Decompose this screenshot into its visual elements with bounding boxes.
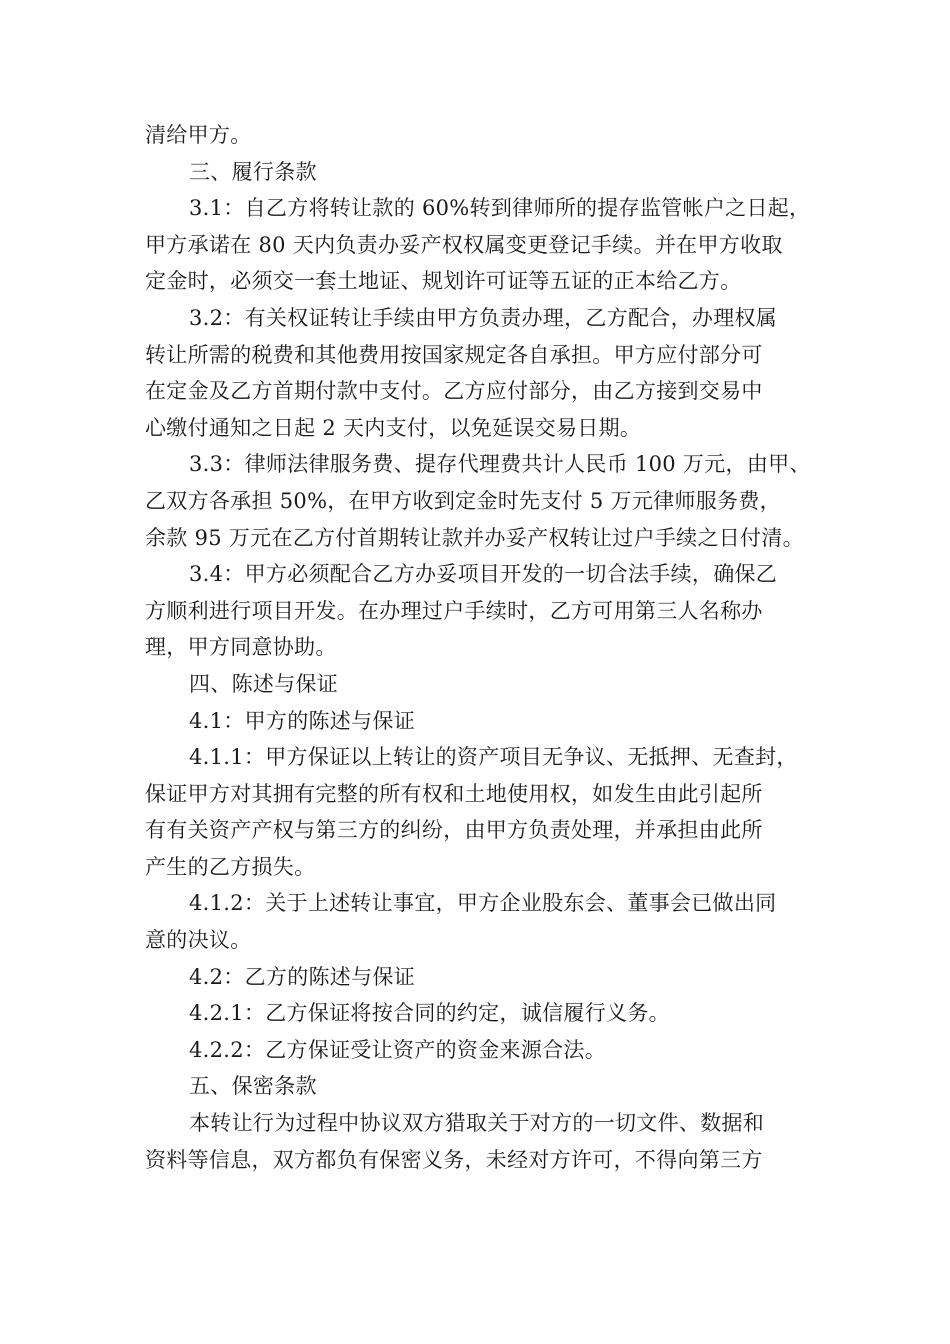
text-line: 4.2.2：乙方保证受让资产的资金来源合法。: [189, 1037, 607, 1062]
text-line: 3.2：有关权证转让手续由甲方负责办理，乙方配合，办理权属: [189, 305, 778, 330]
text-line: 资料等信息，双方都负有保密义务，未经对方许可，不得向第三方: [145, 1147, 763, 1172]
text-line: 意的决议。: [145, 928, 252, 953]
text-line: 4.2.1：乙方保证将按合同的约定，诚信履行义务。: [189, 1001, 670, 1026]
section-heading: 四、陈述与保证: [189, 671, 339, 696]
text-line: 清给甲方。: [145, 123, 252, 147]
document-body: [145, 117, 821, 1178]
section-heading: 三、履行条款: [189, 159, 317, 184]
text-line: 4.1.2：关于上述转让事宜，甲方企业股东会、董事会已做出同: [189, 891, 777, 916]
section-heading: 五、保密条款: [189, 1074, 317, 1099]
text-line: 3.3：律师法律服务费、提存代理费共计人民币 100 万元，由甲、: [189, 452, 811, 477]
text-line: 乙双方各承担 50%，在甲方收到定金时先支付 5 万元律师服务费，: [145, 488, 781, 513]
subsection-heading: 4.1：甲方的陈述与保证: [189, 708, 415, 733]
text-line: 4.1.1：甲方保证以上转让的资产项目无争议、无抵押、无查封，: [189, 745, 798, 770]
text-line: 转让所需的税费和其他费用按国家规定各自承担。甲方应付部分可: [145, 342, 763, 367]
text-line: 3.1：自乙方将转让款的 60%转到律师所的提存监管帐户之日起，: [189, 196, 811, 221]
text-line: 方顺利进行项目开发。在办理过户手续时，乙方可用第三人名称办: [145, 598, 763, 623]
text-line: 心缴付通知之日起 2 天内支付，以免延误交易日期。: [145, 415, 642, 440]
text-line: 本转让行为过程中协议双方猎取关于对方的一切文件、数据和: [189, 1111, 765, 1136]
text-line: 定金时，必须交一套土地证、规划许可证等五证的正本给乙方。: [145, 269, 742, 294]
text-line: 理，甲方同意协助。: [145, 635, 337, 660]
text-line: 有有关资产产权与第三方的纠纷，由甲方负责处理，并承担由此所: [145, 818, 763, 843]
subsection-heading: 4.2：乙方的陈述与保证: [189, 964, 415, 989]
text-line: 在定金及乙方首期付款中支付。乙方应付部分，由乙方接到交易中: [145, 379, 763, 404]
text-line: 甲方承诺在 80 天内负责办妥产权权属变更登记手续。并在甲方收取: [145, 232, 783, 257]
text-line: 产生的乙方损失。: [145, 854, 316, 879]
text-line: 保证甲方对其拥有完整的所有权和土地使用权，如发生由此引起所: [145, 781, 763, 806]
text-line: 余款 95 万元在乙方付首期转让款并办妥产权转让过户手续之日付清。: [145, 525, 804, 550]
text-line: 3.4：甲方必须配合乙方办妥项目开发的一切合法手续，确保乙: [189, 562, 778, 587]
